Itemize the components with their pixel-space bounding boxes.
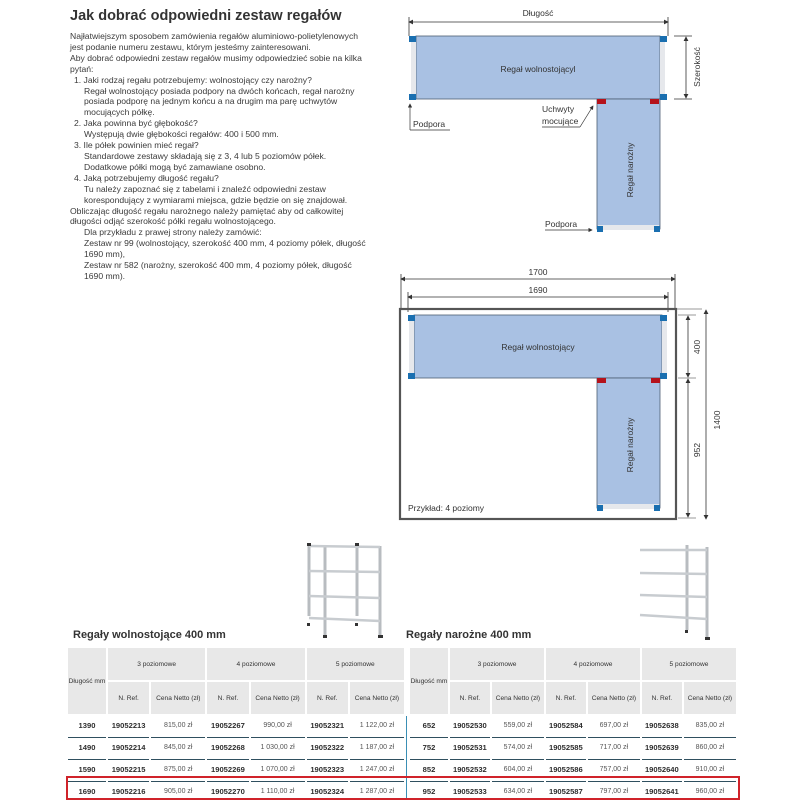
brackets-label-2: mocujące	[542, 116, 579, 126]
ref-header: N. Ref.	[450, 682, 490, 714]
ref-cell: 19052214	[108, 737, 149, 757]
post-icon	[597, 226, 603, 232]
dimension-total-height: 1400	[712, 410, 722, 430]
price-cell: 1 070,00 zł	[251, 759, 305, 779]
group-header: 3 poziomowe	[108, 648, 205, 680]
post-icon	[660, 94, 667, 100]
table-row	[410, 737, 736, 757]
ref-cell: 19052587	[546, 781, 586, 801]
width-label: Szerokość	[692, 47, 702, 87]
length-cell: 1390	[78, 721, 96, 730]
ref-cell: 19052321	[310, 721, 345, 730]
ref-cell: 19052638	[644, 721, 679, 730]
price-cell: 717,00 zł	[588, 737, 640, 757]
page-title: Jak dobrać odpowiedni zestaw regałów	[70, 8, 342, 24]
corner-label: Regał narożny	[625, 142, 635, 198]
price-cell: 797,00 zł	[588, 781, 640, 801]
answer: Występują dwie głębokości regałów: 400 i 500 mm.	[84, 129, 279, 140]
ref-cell: 19052585	[546, 737, 586, 757]
price-header: Cena Netto (zł)	[350, 682, 404, 714]
answer: Tu należy zapoznać się z tabelami i znaleźć odpowiedni zestaw korespondujący z wymiarami miejsca, gdzie będzie on się znajdował.	[84, 183, 348, 205]
bracket-icon	[597, 99, 606, 104]
ref-cell: 19052532	[450, 759, 490, 779]
example-2: Zestaw nr 582 (narożny, szerokość 400 mm, 4 poziomy półek, długość 1690 mm).	[84, 260, 352, 281]
brackets-label-1: Uchwyty	[542, 104, 575, 114]
length-header: Długość mm	[68, 648, 106, 714]
ref-cell: 19052530	[452, 721, 487, 730]
support-label: Podpora	[545, 219, 578, 229]
post-icon	[660, 373, 667, 379]
ref-cell: 19052640	[642, 759, 682, 779]
price-cell: 1 122,00 zł	[359, 722, 395, 729]
price-cell: 1 247,00 zł	[350, 759, 404, 779]
corner-table-title: Regały narożne 400 mm	[406, 629, 532, 641]
ref-cell: 19052270	[207, 781, 248, 801]
intro-paragraph-3: Obliczając długość regału narożnego należy pamiętać aby od całkowitej długości odjąć szerokość półki regału wolnostojącego.	[70, 205, 344, 227]
dimension-total: 1700	[528, 267, 548, 277]
corner-label: Regał narożny	[625, 417, 635, 473]
answer: Regał wolnostojący posiada podpory na dwóch końcach, regał narożny posiada podporę na jednym końcu a na drugim ma parę uchwytów mocujących półkę.	[84, 85, 355, 118]
example-layout-diagram	[390, 260, 730, 530]
price-cell: 757,00 zł	[588, 759, 640, 779]
post-icon	[408, 373, 415, 379]
group-header: 5 poziomowe	[642, 648, 736, 680]
question-item	[70, 173, 370, 206]
dimension-corner: 952	[692, 442, 702, 458]
dimension-width: 400	[692, 339, 702, 355]
corner-shelf-image	[635, 540, 715, 645]
length-cell: 652	[422, 721, 436, 730]
group-header: 3 poziomowe	[450, 648, 544, 680]
question: 1. Jaki rodzaj regału potrzebujemy: wolnostojący czy narożny?	[74, 74, 312, 85]
freestanding-label: Regał wolnostojącyl	[500, 64, 576, 74]
ref-cell: 19052213	[111, 721, 146, 730]
group-header: 4 poziomowe	[207, 648, 304, 680]
price-header: Cena Netto (zł)	[588, 682, 640, 714]
post-icon	[409, 36, 416, 42]
length-label: Długość	[522, 8, 554, 18]
price-cell: 960,00 zł	[684, 781, 736, 801]
post-icon	[409, 94, 416, 100]
length-cell: 1490	[68, 737, 106, 757]
question-item	[70, 118, 370, 140]
length-cell: 952	[410, 781, 448, 801]
question-list	[70, 75, 370, 206]
example-label: Przykład: 4 poziomy	[408, 503, 485, 513]
highlighted-row-box	[66, 776, 740, 800]
ref-cell: 19052641	[642, 781, 682, 801]
ref-cell: 19052216	[108, 781, 149, 801]
price-cell: 1 287,00 zł	[350, 781, 404, 801]
question-item	[70, 75, 370, 119]
ref-cell: 19052531	[450, 737, 490, 757]
table-row	[68, 716, 404, 735]
bracket-icon	[597, 378, 606, 383]
price-cell: 697,00 zł	[599, 722, 629, 729]
bracket-icon	[651, 378, 660, 383]
post-icon	[408, 315, 415, 321]
price-cell: 559,00 zł	[503, 722, 533, 729]
price-header: Cena Netto (zł)	[151, 682, 205, 714]
price-cell: 860,00 zł	[684, 737, 736, 757]
price-cell: 910,00 zł	[684, 759, 736, 779]
ref-header: N. Ref.	[207, 682, 248, 714]
freestanding-table-title: Regały wolnostojące 400 mm	[73, 629, 226, 641]
post-icon	[654, 226, 660, 232]
ref-cell: 19052215	[108, 759, 149, 779]
price-cell: 1 030,00 zł	[251, 737, 305, 757]
answer: Standardowe zestawy składają się z 3, 4 lub 5 poziomów półek. Dodatkowe półki mogą być zamawiane osobno.	[84, 150, 327, 172]
intro-paragraph-1: Najłatwiejszym sposobem zamówienia regałów aluminiowo-polietylenowych jest podanie numeru zestawu, którym jesteśmy zainteresowani.	[70, 31, 359, 52]
price-cell: 905,00 zł	[151, 781, 205, 801]
ref-cell: 19052639	[642, 737, 682, 757]
ref-header: N. Ref.	[642, 682, 682, 714]
table-row	[68, 737, 404, 757]
price-cell: 634,00 zł	[492, 781, 544, 801]
ref-header: N. Ref.	[307, 682, 348, 714]
price-cell: 845,00 zł	[151, 737, 205, 757]
price-cell: 835,00 zł	[695, 722, 725, 729]
example-1: Zestaw nr 99 (wolnostojący, szerokość 400 mm, 4 poziomy półek, długość 1690 mm),	[84, 238, 366, 260]
question: 4. Jaką potrzebujemy długość regału?	[74, 172, 219, 183]
post-icon	[597, 505, 603, 511]
ref-cell: 19052324	[307, 781, 348, 801]
ref-cell: 19052269	[207, 759, 248, 779]
ref-cell: 19052322	[307, 737, 348, 757]
length-header: Długość mm	[410, 648, 448, 714]
price-cell: 875,00 zł	[151, 759, 205, 779]
length-cell: 852	[410, 759, 448, 779]
freestanding-label: Regał wolnostojący	[501, 342, 575, 352]
dimension-shelf: 1690	[528, 285, 548, 295]
price-cell: 1 187,00 zł	[350, 737, 404, 757]
price-cell: 1 110,00 zł	[251, 781, 305, 801]
price-header: Cena Netto (zł)	[251, 682, 305, 714]
price-cell: 815,00 zł	[164, 722, 193, 729]
post-icon	[660, 315, 667, 321]
intro-paragraph-2: Aby dobrać odpowiedni zestaw regałów musimy odpowiedzieć sobie na kilka pytań:	[70, 52, 362, 74]
ref-header: N. Ref.	[546, 682, 586, 714]
freestanding-shelf-image	[300, 538, 390, 643]
question: 3. Ile półek powinien mieć regał?	[74, 140, 199, 151]
ref-cell: 19052268	[207, 737, 248, 757]
post-icon	[660, 36, 667, 42]
price-cell: 574,00 zł	[492, 737, 544, 757]
bracket-icon	[650, 99, 659, 104]
group-header: 5 poziomowe	[307, 648, 404, 680]
length-cell: 1590	[68, 759, 106, 779]
ref-cell: 19052586	[546, 759, 586, 779]
shelf-layout-diagram	[390, 0, 720, 250]
support-label: Podpora	[413, 119, 446, 129]
example-intro: Dla przykładu z prawej strony należy zamówić:	[84, 227, 262, 238]
length-cell: 752	[410, 737, 448, 757]
ref-cell: 19052584	[548, 721, 583, 730]
ref-cell: 19052533	[450, 781, 490, 801]
table-row	[410, 716, 736, 735]
question: 2. Jaka powinna być głębokość?	[74, 118, 198, 129]
ref-cell: 19052323	[307, 759, 348, 779]
price-header: Cena Netto (zł)	[492, 682, 544, 714]
price-cell: 604,00 zł	[492, 759, 544, 779]
post-icon	[654, 505, 660, 511]
intro-text	[70, 31, 370, 282]
price-header: Cena Netto (zł)	[684, 682, 736, 714]
ref-header: N. Ref.	[108, 682, 149, 714]
group-header: 4 poziomowe	[546, 648, 640, 680]
price-cell: 990,00 zł	[263, 722, 292, 729]
length-cell: 1690	[68, 781, 106, 801]
ref-cell: 19052267	[211, 721, 245, 730]
question-item	[70, 140, 370, 173]
